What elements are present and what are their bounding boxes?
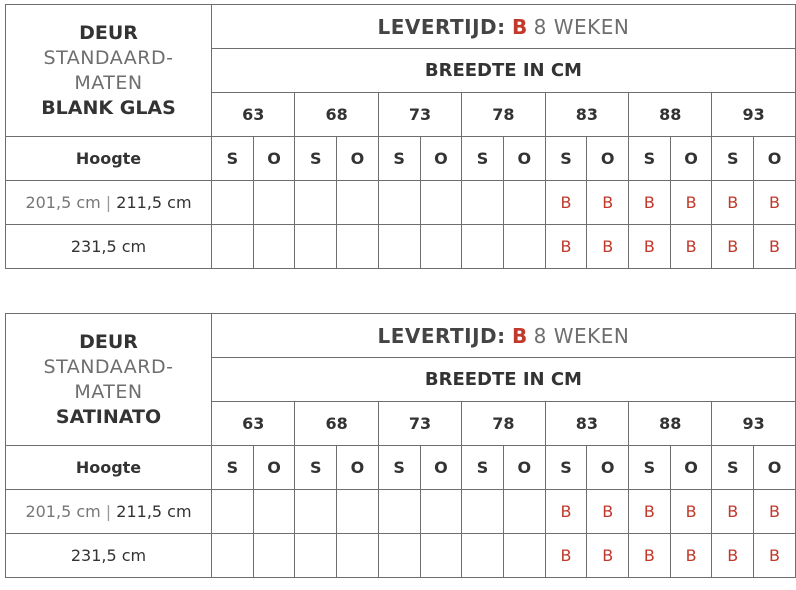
- delivery-weeks: 8 WEKEN: [533, 14, 630, 39]
- availability-cell: [212, 181, 254, 225]
- sizes-label: MATEN: [74, 71, 143, 94]
- side-o: O: [587, 137, 629, 181]
- availability-cell: [378, 181, 420, 225]
- delivery-code: B: [512, 323, 528, 348]
- height-header: Hoogte: [6, 446, 212, 490]
- standard-label: STANDAARD-: [43, 355, 174, 378]
- availability-cell: [420, 534, 462, 578]
- table-row: [6, 490, 796, 534]
- height-high: 211,5 cm: [116, 502, 192, 521]
- side-o: O: [420, 446, 462, 490]
- availability-cell: [503, 490, 545, 534]
- availability-cell: [420, 490, 462, 534]
- table-row: [6, 534, 796, 578]
- width-78: 78: [462, 93, 545, 137]
- availability-cell: B: [754, 490, 796, 534]
- availability-cell: B: [754, 181, 796, 225]
- availability-cell: B: [754, 534, 796, 578]
- availability-cell: [503, 225, 545, 269]
- availability-cell: [503, 534, 545, 578]
- availability-cell: B: [629, 534, 671, 578]
- table-corner-header: [6, 314, 212, 446]
- availability-cell: [212, 225, 254, 269]
- availability-cell: [212, 490, 254, 534]
- availability-cell: B: [545, 181, 587, 225]
- width-88: 88: [629, 402, 712, 446]
- width-63: 63: [212, 402, 295, 446]
- availability-cell: [503, 181, 545, 225]
- side-s: S: [295, 137, 337, 181]
- standard-label: STANDAARD-: [43, 46, 174, 69]
- availability-cell: B: [587, 490, 629, 534]
- side-s: S: [295, 446, 337, 490]
- side-s: S: [462, 137, 504, 181]
- width-93: 93: [712, 93, 795, 137]
- side-s: S: [212, 137, 254, 181]
- availability-cell: [378, 225, 420, 269]
- height-header: Hoogte: [6, 137, 212, 181]
- availability-cell: [295, 534, 337, 578]
- width-68: 68: [295, 93, 378, 137]
- width-78: 78: [462, 402, 545, 446]
- side-o: O: [337, 137, 379, 181]
- side-o: O: [670, 446, 712, 490]
- row-height-label: [6, 490, 212, 534]
- availability-cell: [378, 490, 420, 534]
- sizes-label: MATEN: [74, 380, 143, 403]
- availability-cell: [420, 225, 462, 269]
- availability-cell: B: [754, 225, 796, 269]
- delivery-weeks: 8 WEKEN: [533, 323, 630, 348]
- delivery-time-header: [212, 5, 796, 49]
- side-s: S: [462, 446, 504, 490]
- side-o: O: [253, 446, 295, 490]
- availability-cell: B: [629, 181, 671, 225]
- glass-type-label: SATINATO: [55, 405, 162, 428]
- availability-cell: [253, 225, 295, 269]
- height-low: 201,5 cm: [25, 193, 101, 212]
- door-label: DEUR: [79, 330, 138, 353]
- size-table-blank-glas: [5, 4, 796, 269]
- height-high: 231,5 cm: [70, 546, 147, 565]
- size-table-satinato: [5, 313, 796, 578]
- side-s: S: [545, 137, 587, 181]
- row-height-label: [6, 181, 212, 225]
- availability-cell: B: [670, 181, 712, 225]
- delivery-time-header: [212, 314, 796, 358]
- side-s: S: [378, 137, 420, 181]
- door-label: DEUR: [79, 21, 138, 44]
- height-separator: |: [100, 193, 117, 212]
- row-height-label: [6, 225, 212, 269]
- side-o: O: [337, 446, 379, 490]
- width-83: 83: [545, 402, 628, 446]
- width-header: BREEDTE IN CM: [212, 358, 796, 402]
- availability-cell: [462, 534, 504, 578]
- table-row: [6, 181, 796, 225]
- availability-cell: [295, 181, 337, 225]
- availability-cell: B: [587, 225, 629, 269]
- height-high: 211,5 cm: [116, 193, 192, 212]
- side-o: O: [253, 137, 295, 181]
- availability-cell: [420, 181, 462, 225]
- side-o: O: [503, 137, 545, 181]
- delivery-time-label: LEVERTIJD:: [377, 14, 506, 39]
- availability-cell: B: [545, 534, 587, 578]
- availability-cell: B: [629, 490, 671, 534]
- availability-cell: [337, 225, 379, 269]
- availability-cell: B: [670, 225, 712, 269]
- width-73: 73: [378, 402, 461, 446]
- availability-cell: B: [670, 490, 712, 534]
- availability-cell: B: [670, 534, 712, 578]
- side-s: S: [629, 137, 671, 181]
- side-s: S: [712, 137, 754, 181]
- width-88: 88: [629, 93, 712, 137]
- width-header: BREEDTE IN CM: [212, 49, 796, 93]
- width-63: 63: [212, 93, 295, 137]
- side-s: S: [545, 446, 587, 490]
- side-o: O: [754, 137, 796, 181]
- side-o: O: [587, 446, 629, 490]
- availability-cell: B: [587, 181, 629, 225]
- row-height-label: [6, 534, 212, 578]
- availability-cell: B: [712, 225, 754, 269]
- table-corner-header: [6, 5, 212, 137]
- availability-cell: [253, 181, 295, 225]
- availability-cell: B: [587, 534, 629, 578]
- side-o: O: [503, 446, 545, 490]
- height-low: 201,5 cm: [25, 502, 101, 521]
- availability-cell: B: [712, 490, 754, 534]
- delivery-time-label: LEVERTIJD:: [377, 323, 506, 348]
- side-o: O: [670, 137, 712, 181]
- availability-cell: [253, 534, 295, 578]
- side-s: S: [629, 446, 671, 490]
- availability-cell: [462, 490, 504, 534]
- side-s: S: [378, 446, 420, 490]
- availability-cell: B: [629, 225, 671, 269]
- availability-cell: [462, 225, 504, 269]
- availability-cell: B: [545, 225, 587, 269]
- side-o: O: [754, 446, 796, 490]
- availability-cell: [378, 534, 420, 578]
- width-83: 83: [545, 93, 628, 137]
- height-high: 231,5 cm: [70, 237, 147, 256]
- availability-cell: [337, 534, 379, 578]
- availability-cell: [295, 490, 337, 534]
- glass-type-label: BLANK GLAS: [41, 96, 176, 119]
- availability-cell: B: [712, 534, 754, 578]
- width-68: 68: [295, 402, 378, 446]
- availability-cell: [337, 181, 379, 225]
- width-93: 93: [712, 402, 795, 446]
- table-row: [6, 225, 796, 269]
- availability-cell: B: [545, 490, 587, 534]
- availability-cell: [212, 534, 254, 578]
- side-o: O: [420, 137, 462, 181]
- availability-cell: [337, 490, 379, 534]
- availability-cell: B: [712, 181, 754, 225]
- availability-cell: [253, 490, 295, 534]
- width-73: 73: [378, 93, 461, 137]
- availability-cell: [295, 225, 337, 269]
- side-s: S: [212, 446, 254, 490]
- availability-cell: [462, 181, 504, 225]
- height-separator: |: [100, 502, 117, 521]
- delivery-code: B: [512, 14, 528, 39]
- side-s: S: [712, 446, 754, 490]
